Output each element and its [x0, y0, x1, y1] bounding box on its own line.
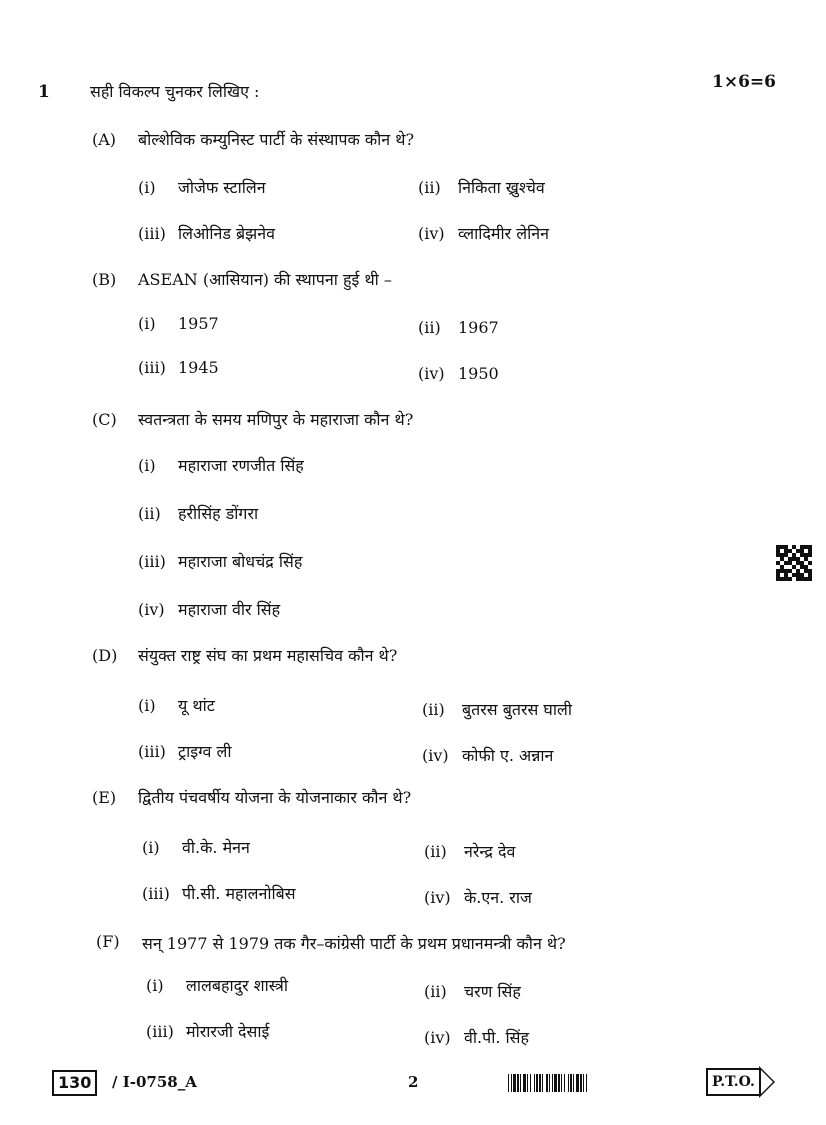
right-arrow-icon — [759, 1066, 775, 1098]
question-text-c: स्वतन्त्रता के समय मणिपुर के महाराजा कौन थे? — [138, 410, 414, 429]
question-label-b: (B) — [92, 270, 117, 289]
option-e-ii: (ii) नरेन्द्र देव — [424, 842, 516, 861]
option-b-ii: (ii) 1967 — [418, 318, 499, 337]
question-text-d: संयुक्त राष्ट्र संघ का प्रथम महासचिव कौन थे? — [138, 646, 398, 665]
option-e-i: (i) वी.के. मेनन — [142, 838, 250, 857]
option-c-iv: (iv) महाराजा वीर सिंह — [138, 600, 281, 619]
question-label-c: (C) — [92, 410, 117, 429]
option-d-iii: (iii) ट्राइग्व ली — [138, 742, 232, 761]
option-c-ii: (ii) हरीसिंह डोंगरा — [138, 504, 259, 523]
option-d-ii: (ii) बुतरस बुतरस घाली — [422, 700, 572, 719]
option-a-ii: (ii) निकिता ख्रुश्चेव — [418, 178, 545, 197]
option-b-i: (i) 1957 — [138, 314, 219, 333]
option-f-iv: (iv) वी.पी. सिंह — [424, 1028, 529, 1047]
option-c-i: (i) महाराजा रणजीत सिंह — [138, 456, 304, 475]
qr-code-icon — [776, 545, 812, 581]
question-text-a: बोल्शेविक कम्युनिस्ट पार्टी के संस्थापक कौन थे? — [138, 130, 415, 149]
option-d-iv: (iv) कोफी ए. अन्नान — [422, 746, 554, 765]
question-label-f: (F) — [96, 932, 120, 951]
option-c-iii: (iii) महाराजा बोधचंद्र सिंह — [138, 552, 303, 571]
pto-indicator — [706, 1066, 775, 1098]
question-text-f: सन् 1977 से 1979 तक गैर–कांग्रेसी पार्टी के प्रथम प्रधानमन्त्री कौन थे? — [142, 934, 566, 953]
question-number: 1 — [38, 82, 50, 102]
question-label-e: (E) — [92, 788, 117, 807]
option-a-iii: (iii) लिओनिड ब्रेझनेव — [138, 224, 276, 243]
marks-label: 1×6=6 — [712, 72, 776, 92]
option-b-iv: (iv) 1950 — [418, 364, 499, 383]
paper-code: / I-0758_A — [112, 1073, 197, 1091]
option-f-ii: (ii) चरण सिंह — [424, 982, 521, 1001]
option-d-i: (i) यू थांट — [138, 696, 215, 715]
question-label-d: (D) — [92, 646, 118, 665]
pto-label: P.T.O. — [706, 1068, 759, 1096]
barcode-icon — [508, 1074, 688, 1092]
option-e-iv: (iv) के.एन. राज — [424, 888, 532, 907]
question-text-b: ASEAN (आसियान) की स्थापना हुई थी – — [138, 270, 392, 289]
question-text-e: द्वितीय पंचवर्षीय योजना के योजनाकार कौन थे? — [138, 788, 412, 807]
option-b-iii: (iii) 1945 — [138, 358, 219, 377]
instruction-text: सही विकल्प चुनकर लिखिए : — [90, 82, 260, 101]
option-a-i: (i) जोजेफ स्टालिन — [138, 178, 266, 197]
page-number: 2 — [408, 1073, 419, 1091]
option-f-i: (i) लालबहादुर शास्त्री — [146, 976, 288, 995]
question-label-a: (A) — [92, 130, 117, 149]
option-a-iv: (iv) व्लादिमीर लेनिन — [418, 224, 549, 243]
option-f-iii: (iii) मोरारजी देसाई — [146, 1022, 270, 1041]
paper-box-code: 130 — [52, 1070, 97, 1096]
option-e-iii: (iii) पी.सी. महालनोबिस — [142, 884, 296, 903]
